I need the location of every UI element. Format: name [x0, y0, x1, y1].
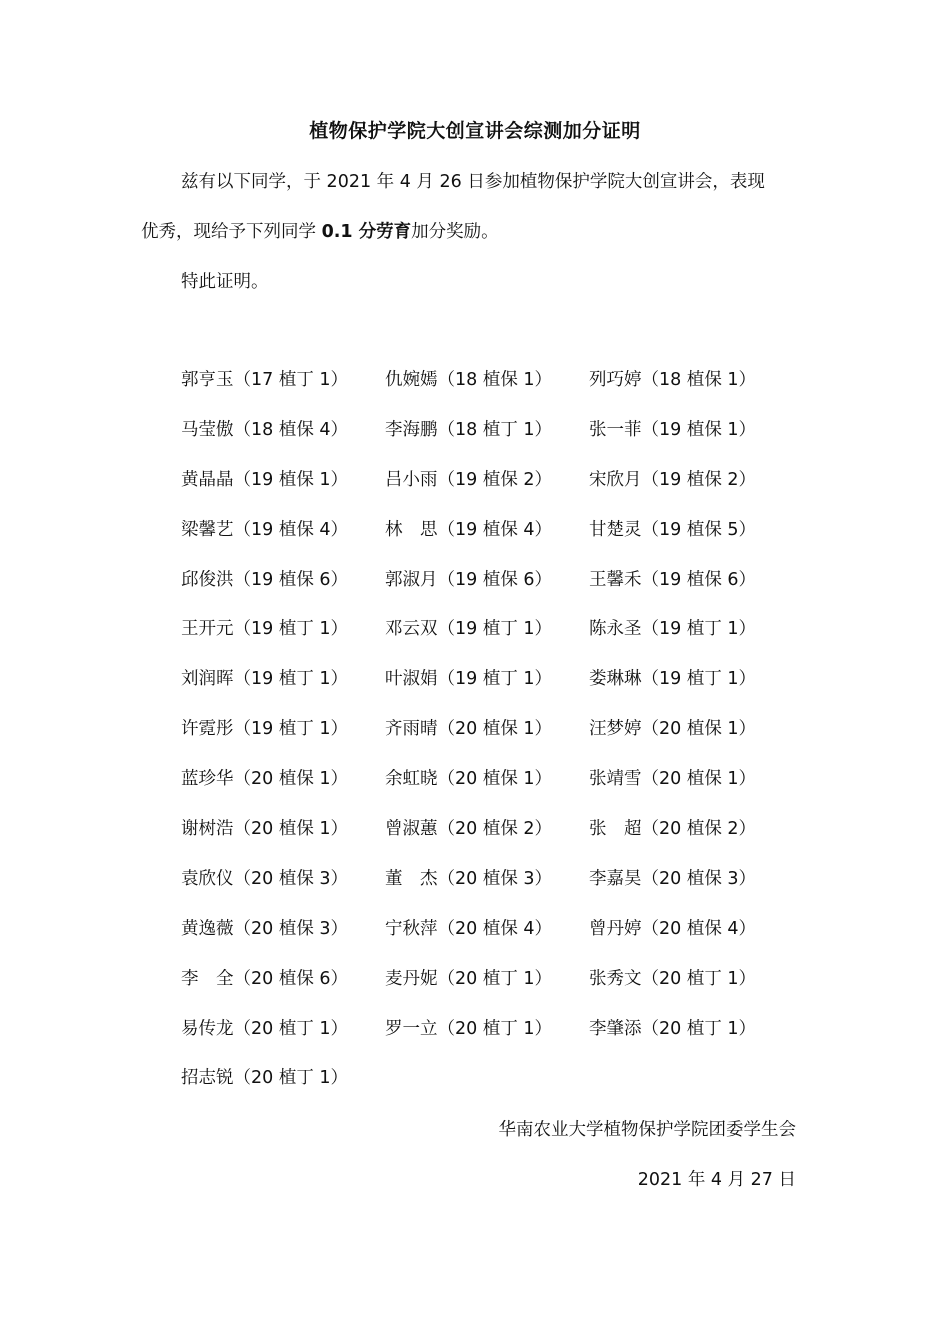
student-name: 王开元（19 植丁 1）	[181, 619, 349, 640]
name-row	[181, 568, 821, 618]
reward-amount: 0.1 分劳育	[321, 222, 412, 242]
student-name: 李海鹏（18 植丁 1）	[385, 419, 553, 440]
student-name: 刘润晖（19 植丁 1）	[181, 669, 349, 690]
student-name: 王馨禾（19 植保 6）	[589, 569, 757, 590]
student-name: 李 全（20 植保 6）	[181, 968, 349, 989]
name-row	[181, 917, 821, 967]
student-name: 张一菲（19 植保 1）	[589, 419, 757, 440]
student-name: 黄晶晶（19 植保 1）	[181, 469, 349, 490]
name-row	[181, 468, 821, 518]
student-name: 仇婉嫣（18 植保 1）	[385, 370, 553, 390]
name-row	[181, 368, 821, 418]
student-name: 甘楚灵（19 植保 5）	[589, 519, 757, 540]
student-name: 张 超（20 植保 2）	[589, 819, 757, 840]
student-name: 叶淑娟（19 植丁 1）	[385, 669, 553, 690]
student-name: 汪梦婷（20 植保 1）	[589, 719, 757, 740]
name-row	[181, 1066, 821, 1116]
student-name: 董 杰（20 植保 3）	[385, 868, 553, 889]
student-name: 曾丹婷（20 植保 4）	[589, 918, 757, 939]
name-row	[181, 617, 821, 667]
student-name: 袁欣仪（20 植保 3）	[181, 868, 349, 889]
issuing-organization: 华南农业大学植物保护学院团委学生会	[498, 1120, 796, 1140]
student-name: 李肇添（20 植丁 1）	[589, 1018, 757, 1039]
student-name: 曾淑蕙（20 植保 2）	[385, 819, 553, 840]
name-row	[181, 1017, 821, 1067]
name-row	[181, 967, 821, 1017]
reward-text-suffix: 加分奖励。	[411, 222, 499, 242]
student-name: 张秀文（20 植丁 1）	[589, 968, 757, 989]
student-name: 罗一立（20 植丁 1）	[385, 1018, 553, 1039]
name-row	[181, 518, 821, 568]
name-row	[181, 767, 821, 817]
student-name: 邓云双（19 植丁 1）	[385, 619, 553, 640]
student-name-list	[181, 368, 821, 1116]
student-name: 列巧婷（18 植保 1）	[589, 370, 757, 390]
name-row	[181, 418, 821, 468]
student-name: 谢树浩（20 植保 1）	[181, 819, 349, 840]
reward-paragraph	[141, 220, 499, 244]
name-row	[181, 817, 821, 867]
student-name: 马莹傲（18 植保 4）	[181, 419, 349, 440]
name-row	[181, 717, 821, 767]
student-name: 宁秋萍（20 植保 4）	[385, 918, 553, 939]
student-name: 郭淑月（19 植保 6）	[385, 569, 553, 590]
student-name: 麦丹妮（20 植丁 1）	[385, 968, 553, 989]
student-name: 梁馨艺（19 植保 4）	[181, 519, 349, 540]
student-name: 邱俊洪（19 植保 6）	[181, 569, 349, 590]
name-row	[181, 667, 821, 717]
document-title: 植物保护学院大创宣讲会综测加分证明	[309, 120, 641, 142]
student-name: 李嘉昊（20 植保 3）	[589, 868, 757, 889]
student-name: 张靖雪（20 植保 1）	[589, 769, 757, 790]
issue-date: 2021 年 4 月 27 日	[637, 1170, 796, 1190]
student-name: 蓝珍华（20 植保 1）	[181, 769, 349, 790]
certification-statement: 特此证明。	[181, 272, 269, 292]
student-name: 吕小雨（19 植保 2）	[385, 469, 553, 490]
student-name: 许霓彤（19 植丁 1）	[181, 719, 349, 740]
student-name: 郭亨玉（17 植丁 1）	[181, 370, 349, 390]
reward-text-prefix: 优秀，现给予下列同学	[141, 222, 322, 242]
student-name: 余虹晓（20 植保 1）	[385, 769, 553, 790]
student-name: 招志锐（20 植丁 1）	[181, 1068, 349, 1089]
student-name: 娄琳琳（19 植丁 1）	[589, 669, 757, 690]
student-name: 黄逸薇（20 植保 3）	[181, 918, 349, 939]
intro-paragraph: 兹有以下同学，于 2021 年 4 月 26 日参加植物保护学院大创宣讲会，表现	[181, 172, 765, 192]
student-name: 陈永圣（19 植丁 1）	[589, 619, 757, 640]
student-name: 易传龙（20 植丁 1）	[181, 1018, 349, 1039]
name-row	[181, 867, 821, 917]
student-name: 林 思（19 植保 4）	[385, 519, 553, 540]
student-name: 宋欣月（19 植保 2）	[589, 469, 757, 490]
student-name: 齐雨晴（20 植保 1）	[385, 719, 553, 740]
